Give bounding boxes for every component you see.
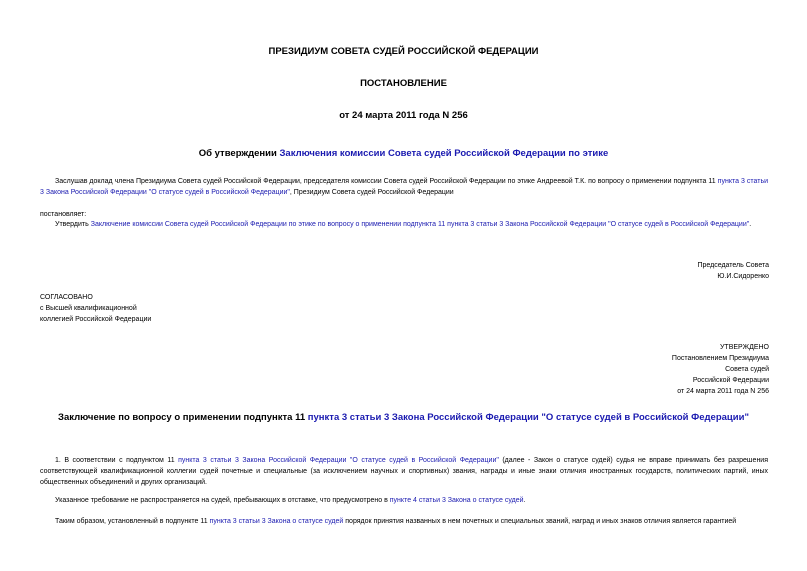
conclusion-p3-link[interactable]: пункта 3 статьи 3 Закона о статусе судей xyxy=(209,518,344,525)
doc-title xyxy=(0,148,807,159)
doc-title-prefix: Об утверждении xyxy=(198,148,280,159)
conclusion-title-link[interactable]: пункта 3 статьи 3 Закона Российской Федерации "О статусе судей в Российской Федерации" xyxy=(307,412,749,423)
approved-line-3: Совета судей xyxy=(725,366,769,373)
conclusion-title-text: Заключение по вопросу о применении подпункта 11 xyxy=(58,412,308,423)
issuer-heading: ПРЕЗИДИУМ СОВЕТА СУДЕЙ РОССИЙСКОЙ ФЕДЕРАЦИИ xyxy=(268,46,539,57)
signature-name: Ю.И.Сидоренко xyxy=(717,273,769,280)
doc-date-number: от 24 марта 2011 года N 256 xyxy=(339,110,468,121)
approved-heading: УТВЕРЖДЕНО xyxy=(719,344,769,351)
conclusion-paragraph-1 xyxy=(40,455,768,488)
intro-link-article-3[interactable]: статьи 3 Закона Российской Федерации "О статусе судей в Российской Федерации" xyxy=(40,178,769,196)
intro-link-paragraph-3[interactable]: пункта 3 xyxy=(717,178,745,185)
conclusion-p1-text: 1. В соответствии с подпунктом 11 xyxy=(55,457,179,464)
conclusion-title xyxy=(0,412,807,423)
agreed-line-3: коллегией Российской Федерации xyxy=(40,316,152,323)
agreed-line-2: с Высшей квалификационной xyxy=(40,305,137,312)
intro-paragraph xyxy=(40,176,768,198)
doc-title-link[interactable]: Заключения комиссии Совета судей Российской Федерации по этике xyxy=(279,148,609,159)
approve-text: Утвердить xyxy=(55,221,91,228)
agreed-block xyxy=(40,292,260,325)
intro-text-end: , Президиум Совета судей Российской Федерации xyxy=(289,189,454,196)
conclusion-p1-text-end: (далее - Закон о статусе судей) судья не вправе принимать без разрешения соответствующей квалификационной коллегии судей почетные и специальные (за исключением научных и спортивных) звания, награды и иные знаки отличия иностранных государств, политических партий, иных общественных объединений и других организаций. xyxy=(40,457,769,486)
conclusion-p3-text: Таким образом, установленный в подпункте 11 xyxy=(55,518,210,525)
conclusion-p3-text-end: порядок принятия названных в нем почетных и специальных званий, наград и иных знаков отличия является гарантией xyxy=(343,518,737,525)
approve-link[interactable]: Заключение комиссии Совета судей Российской Федерации по этике по вопросу о применении подпункта 11 пункта 3 статьи 3 Закона Российской Федерации "О статусе судей в Российской Федерации" xyxy=(90,221,750,228)
conclusion-paragraph-2 xyxy=(55,495,768,506)
approved-block xyxy=(549,342,769,397)
conclusion-paragraph-3 xyxy=(40,516,768,527)
approve-paragraph xyxy=(55,219,775,230)
agreed-heading: СОГЛАСОВАНО xyxy=(40,294,93,301)
approved-line-2: Постановлением Президиума xyxy=(671,355,769,362)
conclusion-p2-text: Указанное требование не распространяется на судей, пребывающих в отставке, что предусмотрено в xyxy=(55,497,390,504)
signature-block xyxy=(569,260,769,282)
doc-type-heading: ПОСТАНОВЛЕНИЕ xyxy=(360,78,447,89)
approved-line-5: от 24 марта 2011 года N 256 xyxy=(677,388,769,395)
approved-line-4: Российской Федерации xyxy=(692,377,769,384)
resolves-label: постановляет: xyxy=(40,211,87,218)
conclusion-p1-link[interactable]: пункта 3 статьи 3 Закона Российской Федерации "О статусе судей в Российской Федерации" xyxy=(178,457,499,464)
conclusion-p2-text-end: . xyxy=(523,497,526,504)
approve-text-end: . xyxy=(749,221,752,228)
intro-text: Заслушав доклад члена Президиума Совета судей Российской Федерации, председателя комиссии Совета судей Российской Федерации по этике Андреевой Т.К. по вопросу о применении подпункта 11 xyxy=(55,178,718,185)
signature-position: Председатель Совета xyxy=(697,262,769,269)
conclusion-p2-link[interactable]: пункте 4 статьи 3 Закона о статусе судей xyxy=(389,497,524,504)
